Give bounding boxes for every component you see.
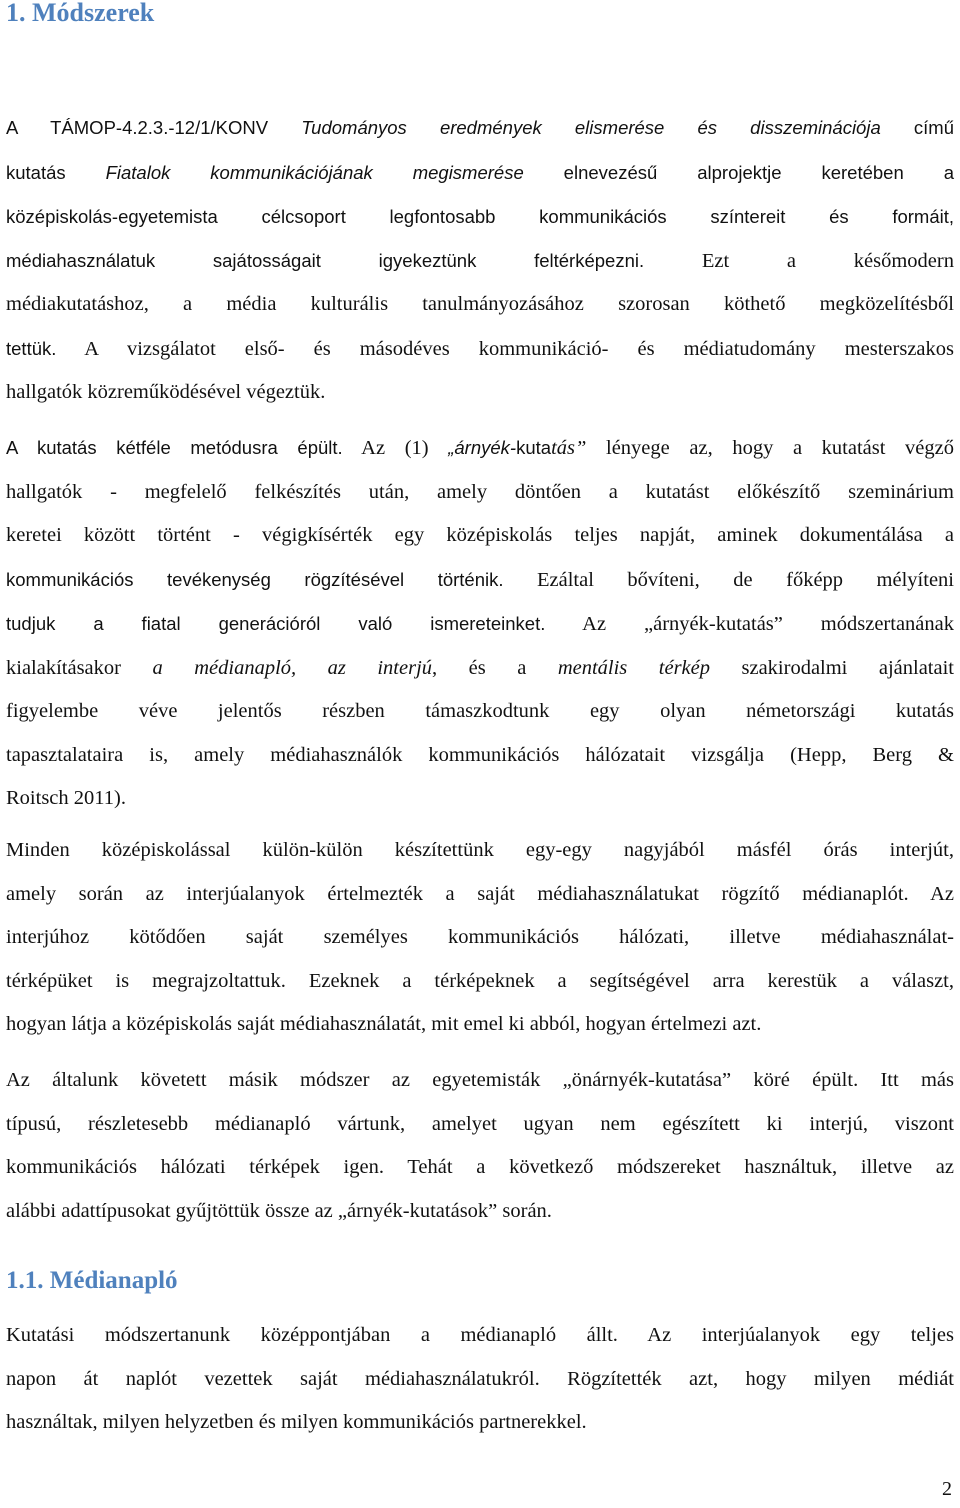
text-line: Roitsch 2011).	[6, 787, 126, 809]
text-line: médiakutatáshoz, a média kulturális tanulmányozásához szorosan köthető megközelítésből	[6, 293, 954, 315]
text-line: középiskolás-egyetemista célcsoport legfontosabb kommunikációs színtereit és formáit,	[6, 206, 954, 227]
intro-paragraph	[6, 106, 954, 415]
text-line: hogyan látja a középiskolás saját médiahasználatát, mit emel ki abból, hogyan értelmezi azt.	[6, 1013, 762, 1035]
text-line: napon át naplót vezettek saját médiahasználatukról. Rögzítették azt, hogy milyen médiát	[6, 1367, 954, 1390]
methods-paragraph	[6, 426, 954, 821]
text-line: kialakításakor a médianapló, az interjú, és a mentális térkép szakirodalmi ajánlatait	[6, 656, 954, 679]
second-method-paragraph	[6, 1059, 954, 1233]
project-title: Tudományos eredmények elismerése és disszeminációja	[301, 117, 881, 138]
text-line: A TÁMOP-4.2.3.-12/1/KONV Tudományos eredmények elismerése és disszeminációja című	[6, 117, 954, 138]
subproject-title: Fiatalok kommunikációjának megismerése	[105, 161, 524, 183]
subsection-heading: 1.1. Médianapló	[6, 1267, 178, 1294]
text-line: amely során az interjúalanyok értelmezték a saját médiahasználatukat rögzítő médianaplót. Az	[6, 882, 954, 905]
text-line: interjúhoz kötődően saját személyes kommunikációs hálózati, illetve médiahasználat-	[6, 926, 954, 948]
text-line: médiahasználatuk sajátosságait igyekeztünk feltérképezni. Ezt a későmodern	[6, 249, 954, 272]
page-number: 2	[942, 1478, 952, 1500]
text-line: tettük. A vizsgálatot első- és másodéves kommunikáció- és médiatudomány mesterszakos	[6, 337, 954, 360]
section-heading: 1. Módszerek	[6, 0, 155, 27]
text-line: hallgatók közreműködésével végeztük.	[6, 381, 326, 403]
text-line: keretei között történt - végigkísérték egy középiskolás teljes napját, aminek dokumentálása a	[6, 524, 954, 546]
text-line: Minden középiskolással külön-külön készítettünk egy-egy nagyjából másfél órás interjút,	[6, 839, 954, 861]
text-line: figyelembe véve jelentős részben támaszkodtunk egy olyan németországi kutatás	[6, 700, 954, 722]
media-diary-paragraph	[6, 1314, 954, 1445]
text-line: kommunikációs tevékenység rögzítésével történik. Ezáltal bővíteni, de főképp mélyíteni	[6, 568, 954, 591]
interview-paragraph	[6, 829, 954, 1047]
text-line: hallgatók - megfelelő felkészítés után, amely döntően a kutatást előkészítő szeminárium	[6, 480, 954, 503]
text-line: alábbi adattípusokat gyűjtöttük össze az „árnyék-kutatások” során.	[6, 1199, 552, 1222]
text-line: kutatás Fiatalok kommunikációjának megismerése elnevezésű alprojektje keretében a	[6, 161, 954, 183]
text-line: típusú, részletesebb médianapló vártunk, amelyet ugyan nem egészített ki interjú, viszont	[6, 1112, 954, 1135]
text-line: A kutatás kétféle metódusra épült. Az (1) „árnyék-kutatás” lényege az, hogy a kutatást végző	[6, 437, 954, 459]
text-line: Az általunk követett másik módszer az egyetemisták „önárnyék-kutatása” köré épült. Itt más	[6, 1069, 954, 1091]
text-line: tapasztalataira is, amely médiahasználók kommunikációs hálózatait vizsgálja (Hepp, Berg &	[6, 743, 954, 766]
text-line: tudjuk a fiatal generációról való ismereteinket. Az „árnyék-kutatás” módszertanának	[6, 613, 954, 635]
text-line: térképüket is megrajzoltattuk. Ezeknek a térképeknek a segítségével arra kerestük a választ,	[6, 969, 955, 992]
text-line: használtak, milyen helyzetben és milyen kommunikációs partnerekkel.	[6, 1411, 587, 1433]
text-line: Kutatási módszertanunk középpontjában a médianapló állt. Az interjúalanyok egy teljes	[6, 1324, 954, 1346]
text-line: kommunikációs hálózati térképek igen. Tehát a következő módszereket használtuk, illetve az	[6, 1156, 954, 1178]
